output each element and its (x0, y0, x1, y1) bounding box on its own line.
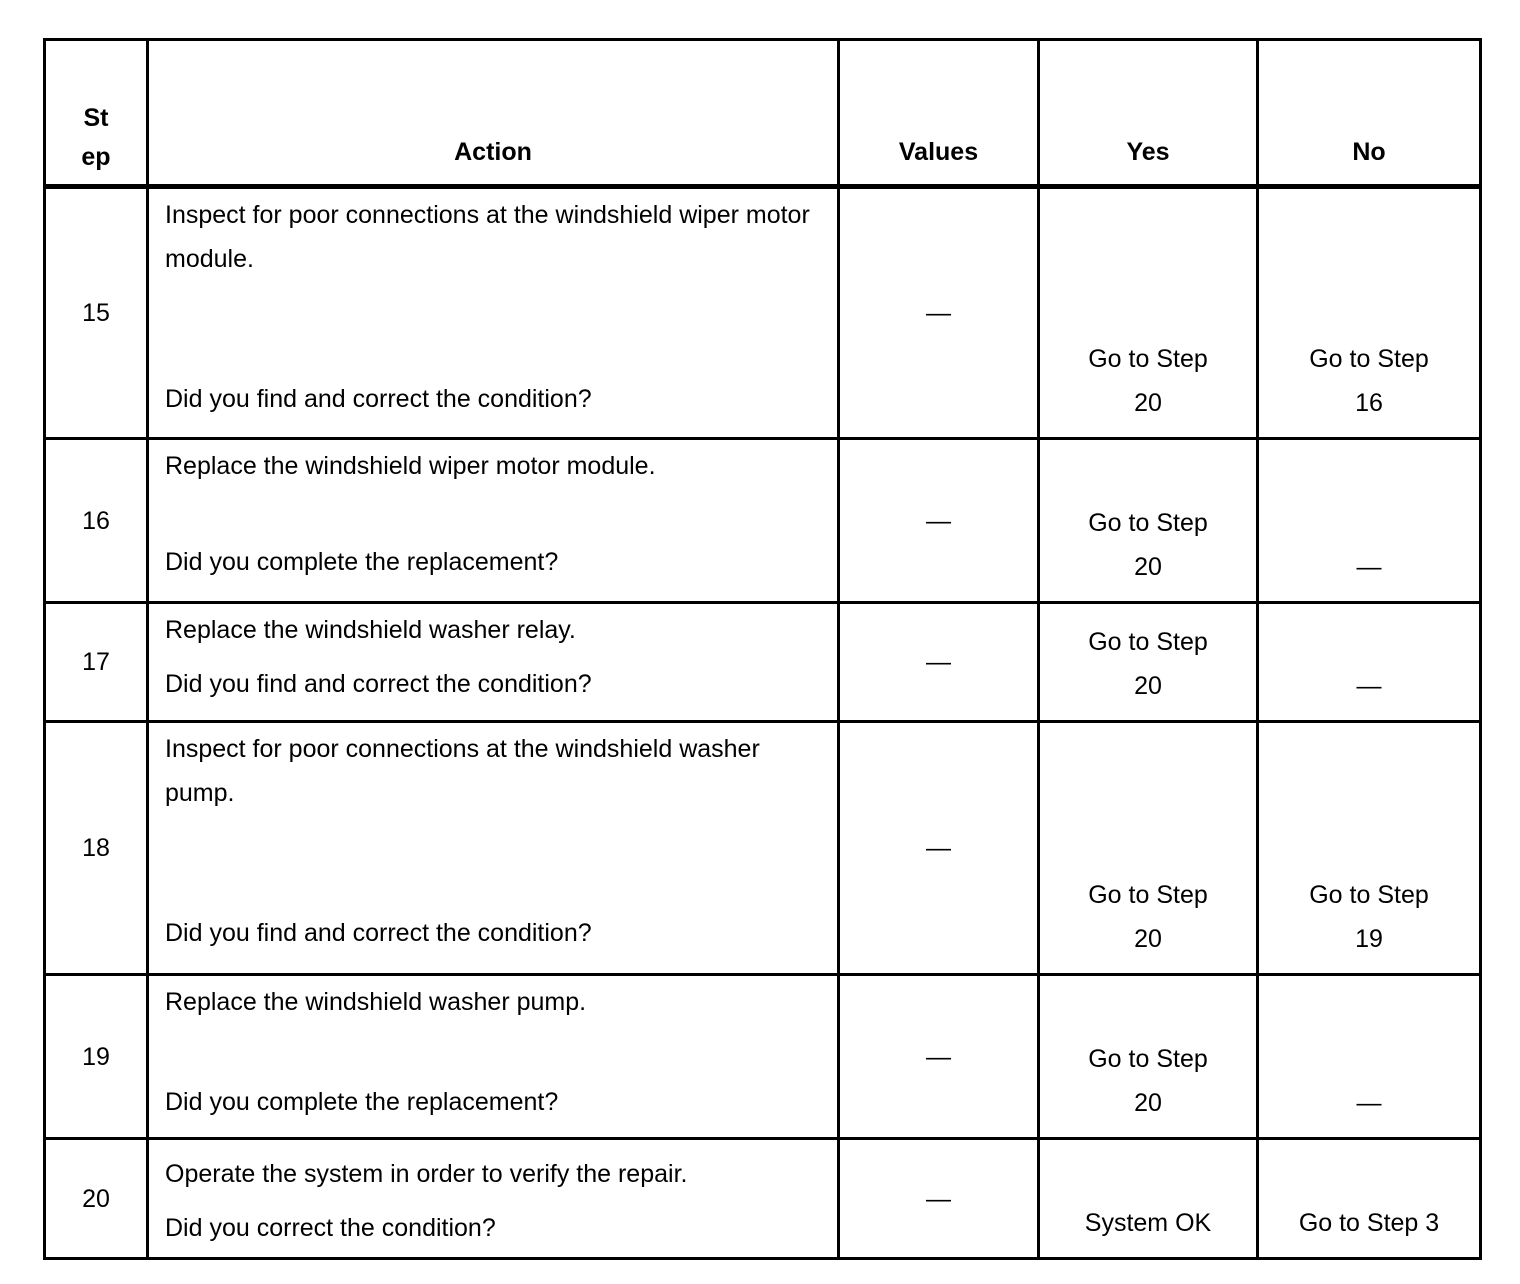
table-row (45, 603, 1481, 722)
diagnostic-steps-table (43, 38, 1482, 1260)
values-cell: — (839, 187, 1039, 439)
no-cell (1258, 439, 1481, 603)
yes-line1: Go to Step (1088, 509, 1208, 537)
yes-cell (1039, 1139, 1258, 1259)
values-cell: — (839, 975, 1039, 1139)
table-header-row (45, 40, 1481, 187)
yes-line1: Go to Step (1088, 345, 1208, 373)
action-question: Did you find and correct the condition? (165, 385, 592, 413)
yes-line2: 20 (1134, 925, 1162, 953)
yes-cell (1039, 439, 1258, 603)
yes-line2: System OK (1084, 1209, 1212, 1237)
step-number: 17 (45, 603, 148, 722)
action-cell (148, 439, 839, 603)
step-number: 20 (45, 1139, 148, 1259)
header-step-line2: ep (81, 143, 111, 171)
action-question: Did you correct the condition? (165, 1214, 496, 1242)
yes-cell (1039, 603, 1258, 722)
yes-cell (1039, 187, 1258, 439)
no-line1: Go to Step (1309, 345, 1429, 373)
action-question: Did you find and correct the condition? (165, 670, 592, 698)
yes-line2: 20 (1134, 553, 1162, 581)
action-question: Did you find and correct the condition? (165, 919, 592, 947)
action-instruction: Replace the windshield washer pump. (165, 988, 587, 1016)
no-line2: — (1356, 672, 1382, 700)
no-cell (1258, 603, 1481, 722)
header-step (45, 40, 148, 187)
action-instruction: Replace the windshield wiper motor module. (165, 452, 656, 480)
action-instruction: Inspect for poor connections at the windshield washer pump. (165, 735, 760, 807)
action-cell (148, 603, 839, 722)
yes-cell (1039, 722, 1258, 975)
header-step-line1: St (83, 104, 109, 132)
no-cell (1258, 975, 1481, 1139)
table-row (45, 187, 1481, 439)
header-no: No (1258, 40, 1481, 187)
yes-line2: 20 (1134, 672, 1162, 700)
action-instruction: Operate the system in order to verify the repair. (165, 1160, 688, 1188)
no-line2: — (1356, 553, 1382, 581)
table-row (45, 439, 1481, 603)
action-instruction: Inspect for poor connections at the windshield wiper motor module. (165, 201, 810, 273)
no-line2: 19 (1355, 925, 1383, 953)
yes-line2: 20 (1134, 389, 1162, 417)
table-row (45, 975, 1481, 1139)
header-action: Action (148, 40, 839, 187)
header-values: Values (839, 40, 1039, 187)
no-line2: 16 (1355, 389, 1383, 417)
yes-line2: 20 (1134, 1089, 1162, 1117)
table-row (45, 1139, 1481, 1259)
step-number: 18 (45, 722, 148, 975)
step-number: 15 (45, 187, 148, 439)
no-cell (1258, 187, 1481, 439)
values-cell: — (839, 722, 1039, 975)
values-cell: — (839, 603, 1039, 722)
header-yes: Yes (1039, 40, 1258, 187)
yes-line1: Go to Step (1088, 881, 1208, 909)
values-cell: — (839, 439, 1039, 603)
action-instruction: Replace the windshield washer relay. (165, 616, 576, 644)
yes-cell (1039, 975, 1258, 1139)
no-line1: Go to Step (1309, 881, 1429, 909)
action-cell (148, 187, 839, 439)
yes-line1: Go to Step (1088, 628, 1208, 656)
yes-line1: Go to Step (1088, 1045, 1208, 1073)
no-cell (1258, 1139, 1481, 1259)
action-cell (148, 975, 839, 1139)
action-question: Did you complete the replacement? (165, 1088, 559, 1116)
table-row (45, 722, 1481, 975)
action-question: Did you complete the replacement? (165, 548, 559, 576)
values-cell: — (839, 1139, 1039, 1259)
step-number: 16 (45, 439, 148, 603)
step-number: 19 (45, 975, 148, 1139)
no-cell (1258, 722, 1481, 975)
no-line2: Go to Step 3 (1298, 1209, 1440, 1237)
action-cell (148, 1139, 839, 1259)
action-cell (148, 722, 839, 975)
no-line2: — (1356, 1089, 1382, 1117)
